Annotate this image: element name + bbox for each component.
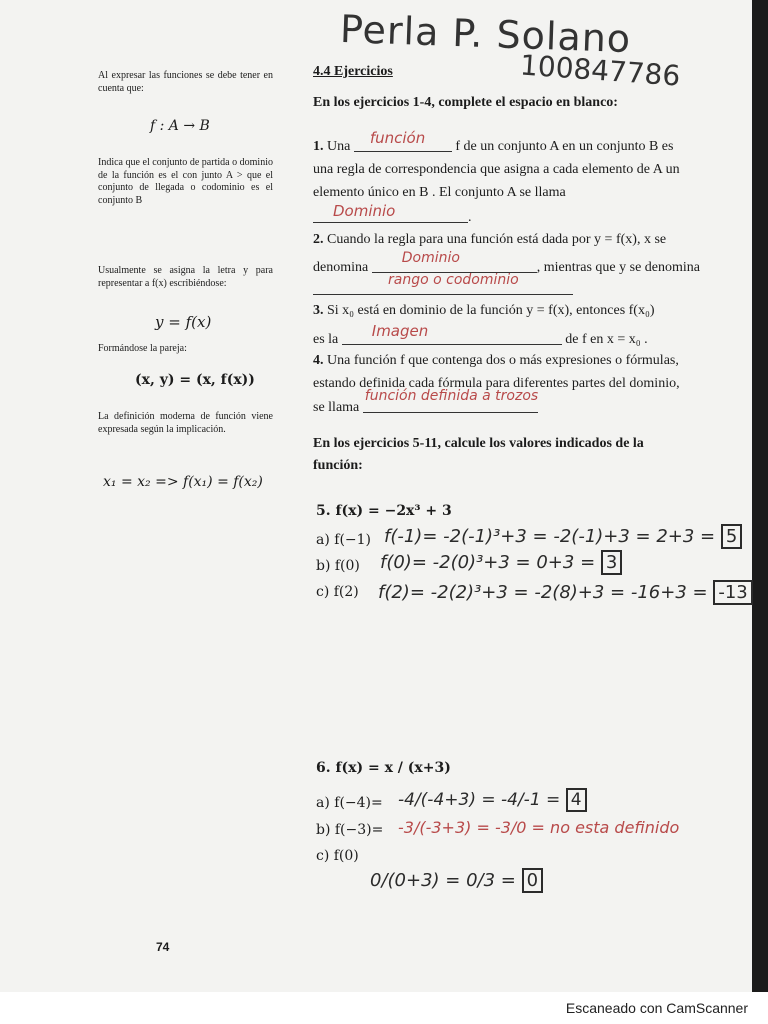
q5-c-label: c) f(2) [316, 584, 359, 600]
q2-text-1: Cuando la regla para una función está dada por y = f(x), x se [327, 232, 667, 247]
q5-a-result: 5 [721, 524, 742, 549]
q1-text-b: f de un conjunto A en un conjunto B es [455, 139, 674, 154]
handwritten-id: 100847786 [519, 48, 682, 93]
q3-text-1: Si x₀ está en dominio de la función y = f(x), entonces f(x₀) [327, 303, 655, 318]
q2-blank-b [313, 272, 573, 295]
q2-answer-b: rango o codominio [388, 272, 519, 288]
q1-text-a: Una [327, 139, 351, 154]
q2-answer-a: Dominio [401, 250, 460, 266]
q5-b-label: b) f(0) [316, 558, 360, 574]
left-paragraph-3: Usualmente se asigna la letra y para representar a f(x) escribiéndose: [98, 265, 273, 289]
q4-answer: función definida a trozos [364, 388, 539, 404]
q4-text-1: Una función f que contenga dos o más expresiones o fórmulas, [327, 353, 679, 368]
left-paragraph-1: Al expresar las funciones se debe tener en cuenta que: [98, 70, 273, 94]
q2-line-1 [313, 232, 666, 248]
q3-line-1 [313, 303, 655, 319]
instructions-1: En los ejercicios 1-4, complete el espacio en blanco: [313, 95, 618, 110]
q3-text-a: es la [313, 332, 339, 347]
q6-c-label: c) f(0) [316, 848, 359, 864]
scanner-watermark: Escaneado con CamScanner [565, 1000, 748, 1016]
q5-a-work: f(-1)= -2(-1)³+3 = -2(-1)+3 = 2+3 = 5 [384, 526, 742, 547]
q2-text-b: , mientras que y se denomina [536, 260, 701, 275]
left-formula-2: y = f(x) [155, 313, 212, 331]
q6-c-work: 0/(0+3) = 0/3 = 0 [370, 870, 543, 891]
left-formula-3: (x, y) = (x, f(x)) [135, 372, 255, 388]
q6-b-label: b) f(−3)= [316, 822, 384, 838]
q6-a-work: -4/(-4+3) = -4/-1 = 4 [398, 790, 587, 810]
q3-line-2 [313, 322, 648, 348]
q6-a-result: 4 [566, 788, 587, 812]
q2-blank-a [372, 250, 537, 273]
q6-c-result: 0 [522, 868, 543, 893]
q4-line-3 [313, 388, 539, 416]
q4-text-a: se llama [313, 400, 360, 415]
q4-blank [363, 388, 539, 413]
left-paragraph-2: Indica que el conjunto de partida o dominio de la función es el con junto A > que el conjunto de llegada o codominio es el conjunto B [98, 157, 273, 206]
q5-a-label: a) f(−1) [316, 532, 372, 548]
q3-answer: Imagen [371, 322, 429, 340]
q1-answer-b: Dominio [333, 202, 396, 220]
q1-line-2: una regla de correspondencia que asigna a cada elemento de A un [313, 162, 680, 177]
instructions-2a: En los ejercicios 5-11, calcule los valores indicados de la [313, 436, 644, 451]
q3-blank [342, 322, 562, 345]
q6-a-label: a) f(−4)= [316, 795, 383, 811]
q1-line-3: elemento único en B . El conjunto A se llama [313, 185, 566, 200]
page-number: 74 [156, 940, 170, 954]
handwritten-name: Perla P. Solano [339, 6, 632, 62]
q3-number: 3. [313, 303, 324, 318]
q1-line-4: Dominio . [313, 208, 472, 226]
q5-b-work: f(0)= -2(0)³+3 = 0+3 = 3 [380, 552, 622, 573]
q5-b-result: 3 [601, 550, 622, 575]
q4-line-1 [313, 353, 679, 369]
q3-text-b: de f en x = x₀ . [565, 332, 648, 347]
left-formula-4: x₁ = x₂ => f(x₁) = f(x₂) [103, 474, 263, 490]
q6-b-work: -3/(-3+3) = -3/0 = no esta definido [398, 818, 680, 837]
left-paragraph-4: Formándose la pareja: [98, 343, 187, 354]
q1-blank-b [313, 202, 468, 223]
left-paragraph-5: La definición moderna de función viene expresada según la implicación. [98, 411, 273, 435]
q1-line-1 [313, 129, 674, 155]
q4-number: 4. [313, 353, 324, 368]
q6-label: 6. f(x) = x / (x+3) [316, 760, 451, 776]
q5-c-result: -13 [713, 580, 752, 605]
q2-number: 2. [313, 232, 324, 247]
q4-line-2: estando definida cada fórmula para diferentes partes del dominio, [313, 376, 680, 391]
left-formula-1: f : A → B [150, 118, 210, 134]
q2-text-a: denomina [313, 260, 369, 275]
q1-blank-a [354, 129, 452, 152]
q1-number: 1. [313, 139, 324, 154]
q5-label: 5. f(x) = −2x³ + 3 [316, 503, 452, 519]
q5-c-work: f(2)= -2(2)³+3 = -2(8)+3 = -16+3 = -13 [378, 582, 753, 603]
section-title: 4.4 Ejercicios [313, 64, 393, 79]
instructions-2b: función: [313, 458, 363, 473]
q2-line-3 [313, 272, 573, 298]
q1-answer-a: función [369, 129, 426, 147]
